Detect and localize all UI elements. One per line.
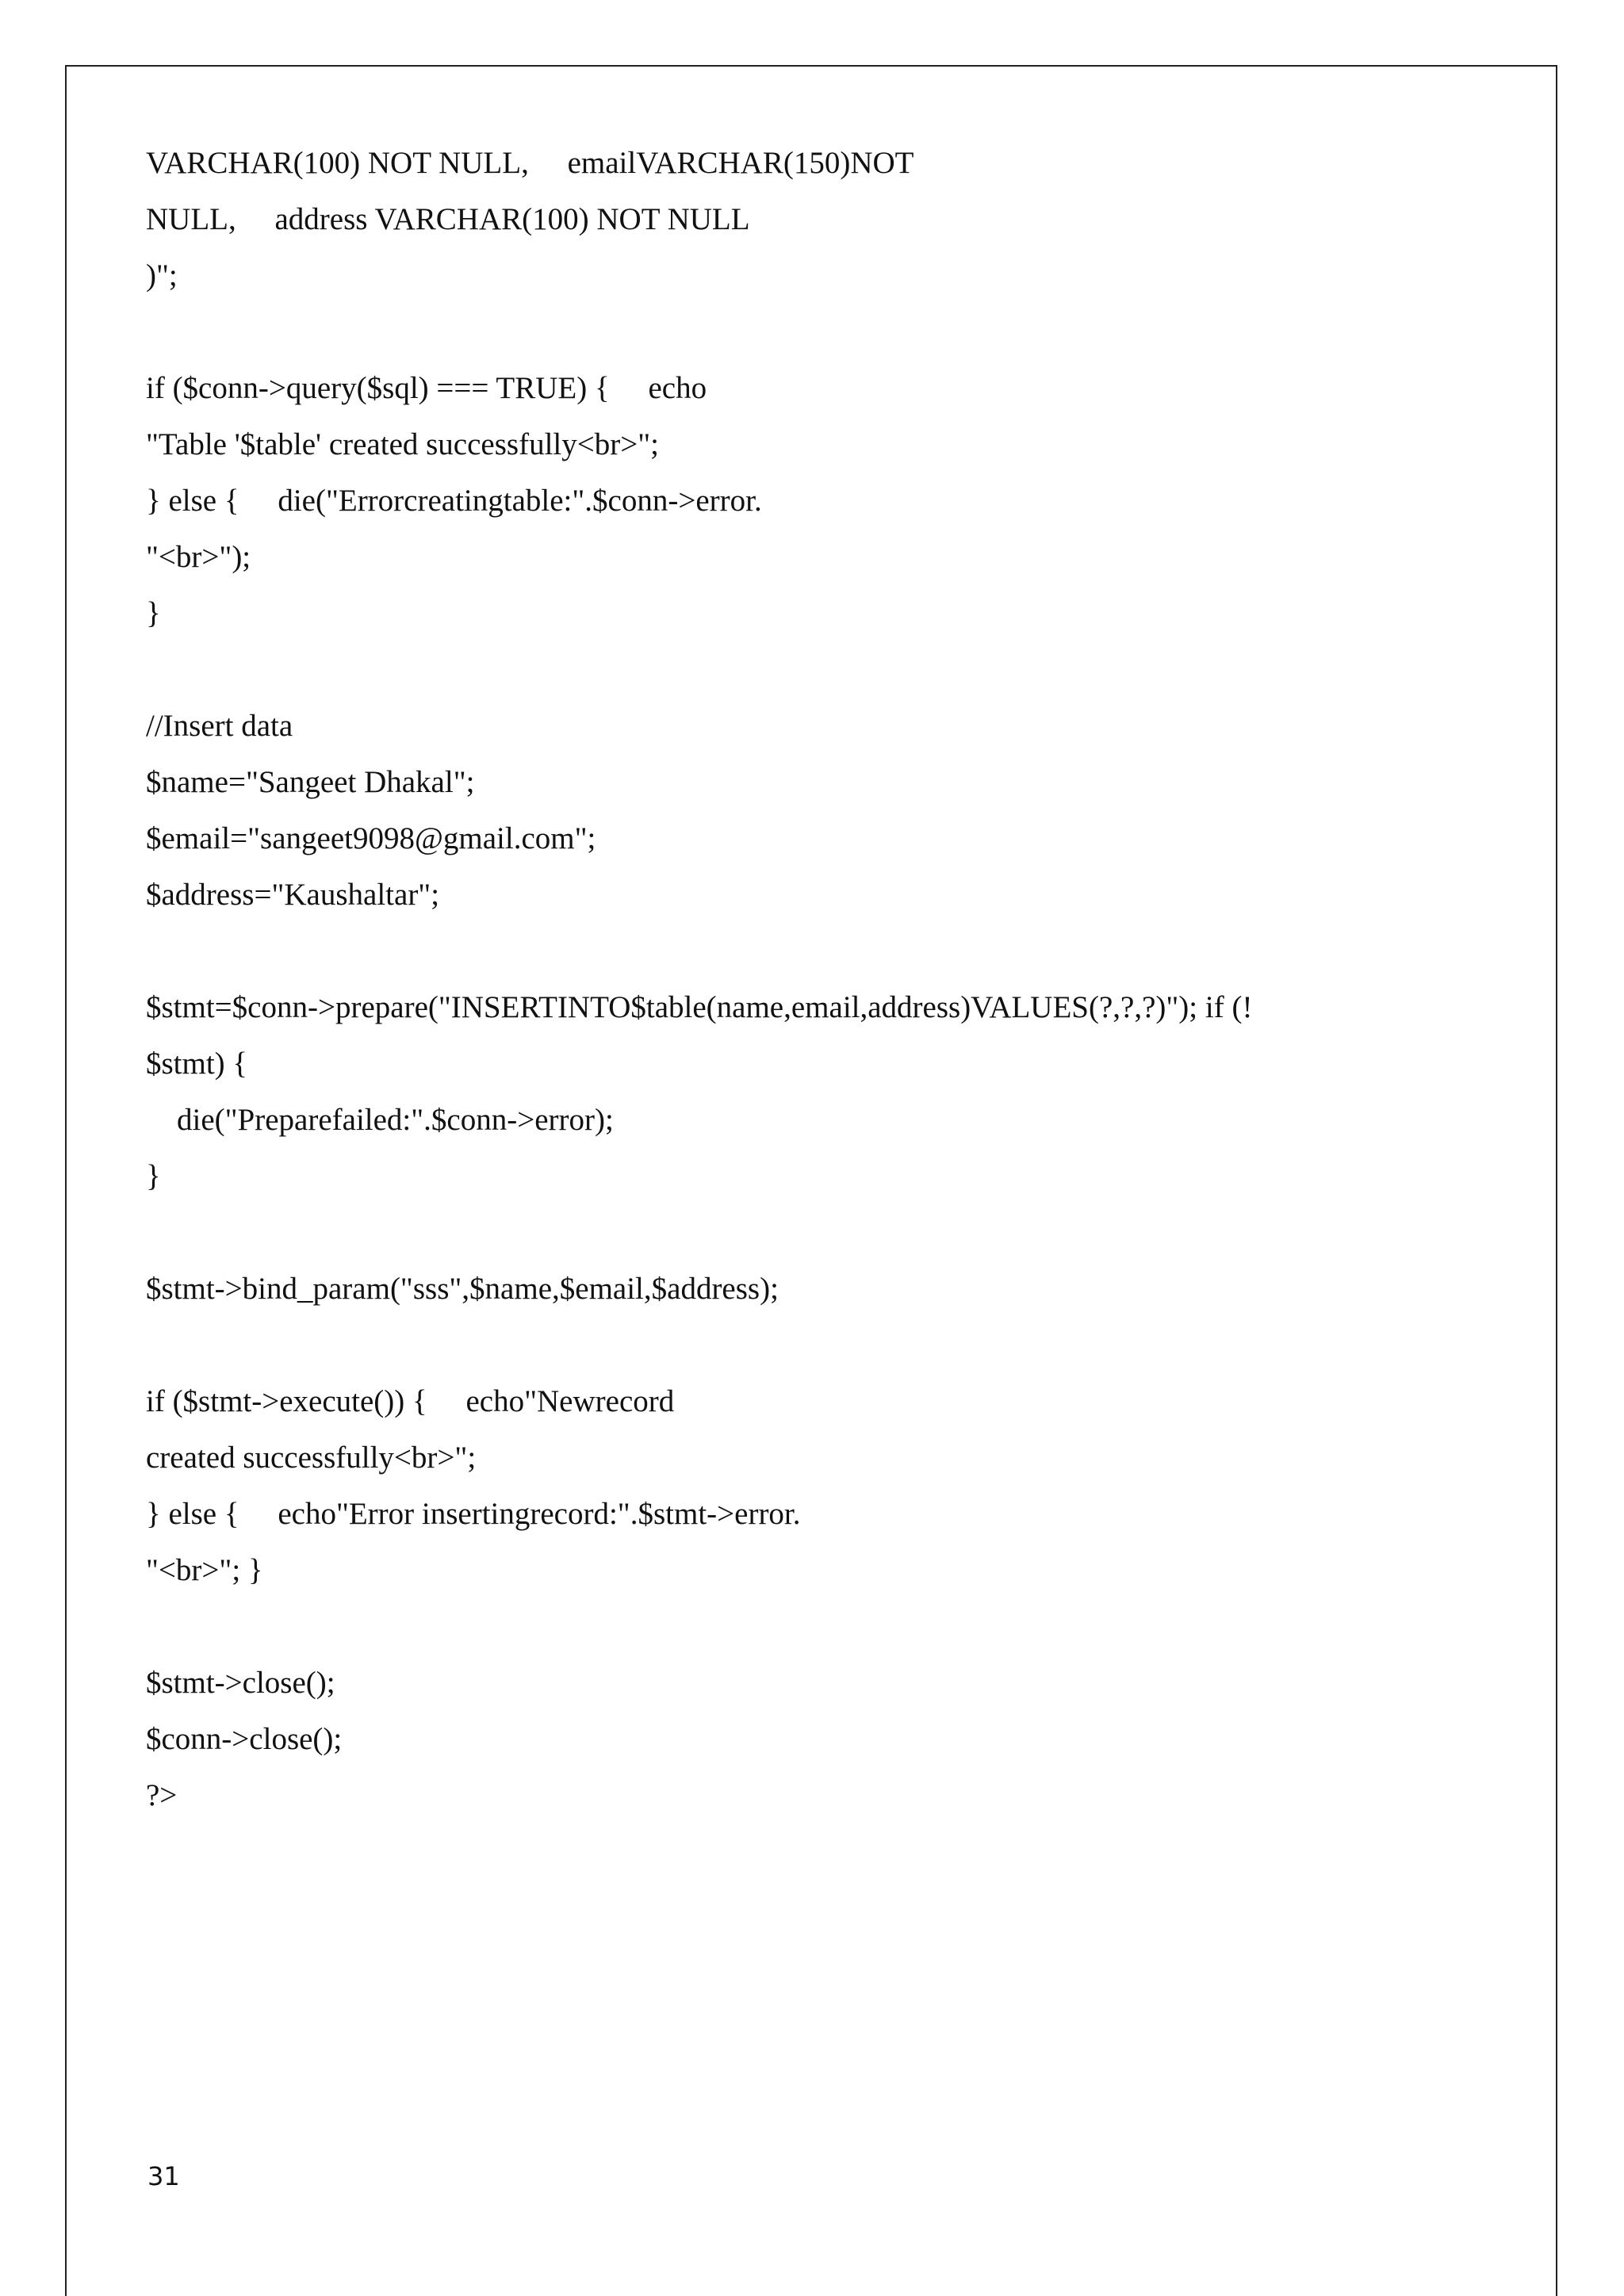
code-line: $stmt) { — [146, 1047, 248, 1081]
code-line: //Insert data — [146, 709, 293, 743]
blank-line — [146, 304, 1252, 360]
code-line: } else { echo"Error insertingrecord:".$stmt->error. — [146, 1497, 801, 1531]
blank-line — [146, 923, 1252, 979]
code-line: } — [146, 596, 161, 630]
code-line: "<br>"); — [146, 540, 251, 574]
code-line: ?> — [146, 1778, 178, 1812]
code-line: $stmt->close(); — [146, 1666, 335, 1700]
code-line: if ($stmt->execute()) { echo"Newrecord — [146, 1384, 675, 1418]
code-line: $email="sangeet9098@gmail.com"; — [146, 821, 596, 855]
blank-line — [146, 641, 1252, 698]
code-line: $stmt=$conn->prepare("INSERTINTO$table(name,email,address)VALUES(?,?,?)"); if (! — [146, 990, 1253, 1024]
blank-line — [146, 1317, 1252, 1373]
code-line: } — [146, 1159, 161, 1193]
code-listing — [146, 135, 1252, 1823]
code-line: VARCHAR(100) NOT NULL, emailVARCHAR(150)NOT — [146, 146, 914, 180]
code-line: "Table '$table' created successfully<br>"; — [146, 427, 659, 461]
code-line: created successfully<br>"; — [146, 1441, 477, 1475]
code-line: } else { die("Errorcreatingtable:".$conn->error. — [146, 484, 762, 518]
blank-line — [146, 1598, 1252, 1655]
page-number: 31 — [147, 2161, 180, 2191]
code-line: if ($conn->query($sql) === TRUE) { echo — [146, 371, 707, 405]
blank-line — [146, 1204, 1252, 1261]
code-line: "<br>"; } — [146, 1553, 263, 1587]
code-line: $name="Sangeet Dhakal"; — [146, 765, 475, 799]
code-line: $conn->close(); — [146, 1722, 343, 1756]
code-line: $stmt->bind_param("sss",$name,$email,$address); — [146, 1272, 779, 1306]
code-line: die("Preparefailed:".$conn->error); — [146, 1103, 614, 1137]
code-line: NULL, address VARCHAR(100) NOT NULL — [146, 202, 750, 236]
code-line: $address="Kaushaltar"; — [146, 878, 440, 912]
code-line: )"; — [146, 258, 178, 293]
